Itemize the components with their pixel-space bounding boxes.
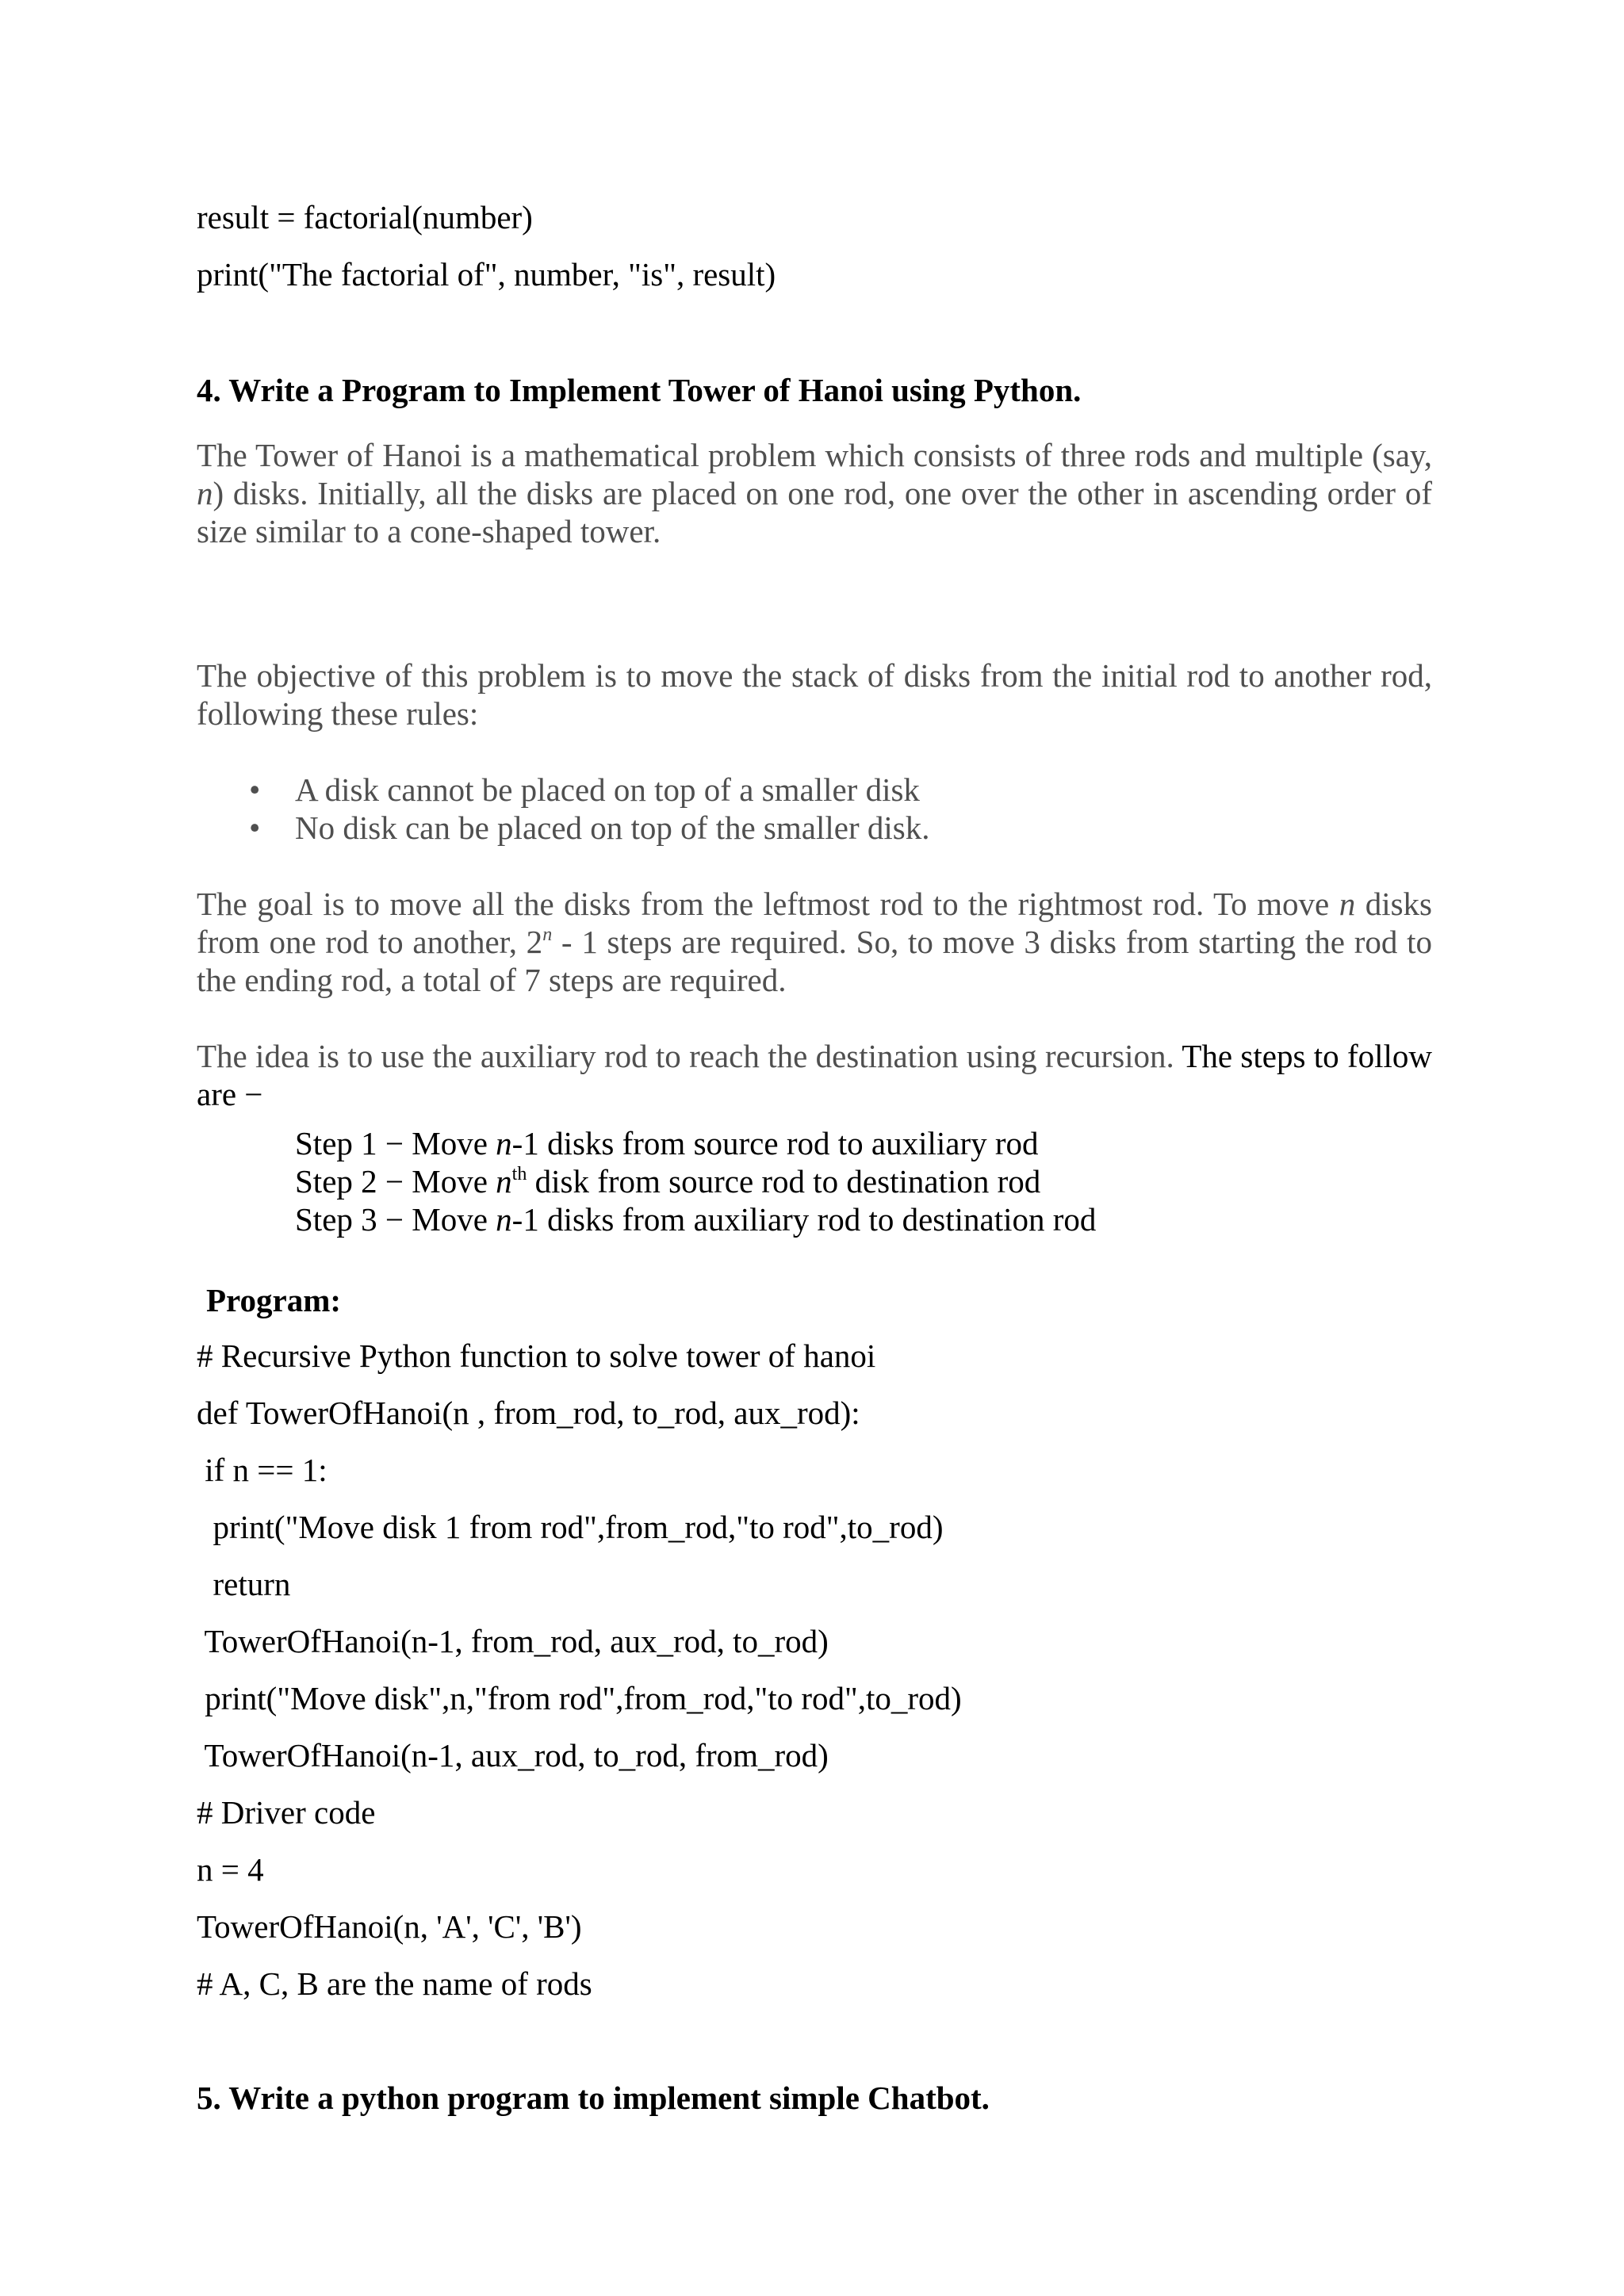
goal-paragraph [197,885,1432,999]
goal-text: disks from one rod to another, 2 [197,886,1432,960]
goal-text: - 1 steps are required. So, to move 3 disks from starting the rod to the ending rod, a total of 7 steps are required. [197,924,1432,998]
idea-paragraph [197,1037,1432,1113]
code-line: return [197,1566,291,1602]
rules-list [197,771,1432,847]
idea-text-dark: The steps to follow are − [197,1038,1433,1112]
step-1: Step 1 − Move n-1 disks from source rod to auxiliary rod [295,1125,1039,1161]
intro-paragraph [197,436,1432,550]
code-line: # A, C, B are the name of rods [197,1965,592,2002]
program-label: Program: [206,1282,342,1318]
step-3: Step 3 − Move n-1 disks from auxiliary rod to destination rod [295,1201,1097,1238]
code-line: result = factorial(number) [197,199,533,235]
list-item-text: No disk can be placed on top of the smaller disk. [295,809,930,846]
steps-block [295,1124,1096,1238]
code-line: # Driver code [197,1794,376,1831]
intro-variable: n [197,475,213,511]
goal-variable: n [1339,886,1356,922]
intro-text-end: ) disks. Initially, all the disks are placed on one rod, one over the other in ascending order of size similar to a cone-shaped tower. [197,475,1432,549]
goal-text: The goal is to move all the disks from the leftmost rod to the rightmost rod. To move [197,886,1339,922]
list-item [197,809,1432,847]
bullet-icon: • [249,771,261,808]
goal-exponent: n [542,924,553,945]
code-line: # Recursive Python function to solve tower of hanoi [197,1337,876,1374]
intro-text: The Tower of Hanoi is a mathematical problem which consists of three rods and multiple (say, [197,437,1432,473]
list-item-text: A disk cannot be placed on top of a smaller disk [295,771,920,808]
code-line: print("Move disk 1 from rod",from_rod,"to rod",to_rod) [197,1509,944,1545]
section-heading: 5. Write a python program to implement simple Chatbot. [197,2080,990,2116]
step-2: Step 2 − Move $n^{th}$ disk from source rod to destination rod [295,1163,1041,1200]
objective-paragraph: The objective of this problem is to move the stack of disks from the initial rod to another rod, following these rules: [197,657,1432,732]
code-line: print("The factorial of", number, "is", result) [197,256,776,293]
code-line: def TowerOfHanoi(n , from_rod, to_rod, aux_rod): [197,1395,860,1431]
code-line: if n == 1: [197,1452,327,1488]
section-heading: 4. Write a Program to Implement Tower of Hanoi using Python. [197,372,1082,408]
idea-text: The idea is to use the auxiliary rod to reach the destination using recursion. [197,1038,1174,1074]
code-line: TowerOfHanoi(n-1, from_rod, aux_rod, to_rod) [197,1623,829,1659]
code-line: TowerOfHanoi(n, 'A', 'C', 'B') [197,1908,582,1945]
bullet-icon: • [249,809,261,846]
code-line: print("Move disk",n,"from rod",from_rod,"to rod",to_rod) [197,1680,962,1716]
code-line: TowerOfHanoi(n-1, aux_rod, to_rod, from_rod) [197,1737,829,1774]
code-line: n = 4 [197,1851,264,1888]
list-item [197,771,1432,809]
